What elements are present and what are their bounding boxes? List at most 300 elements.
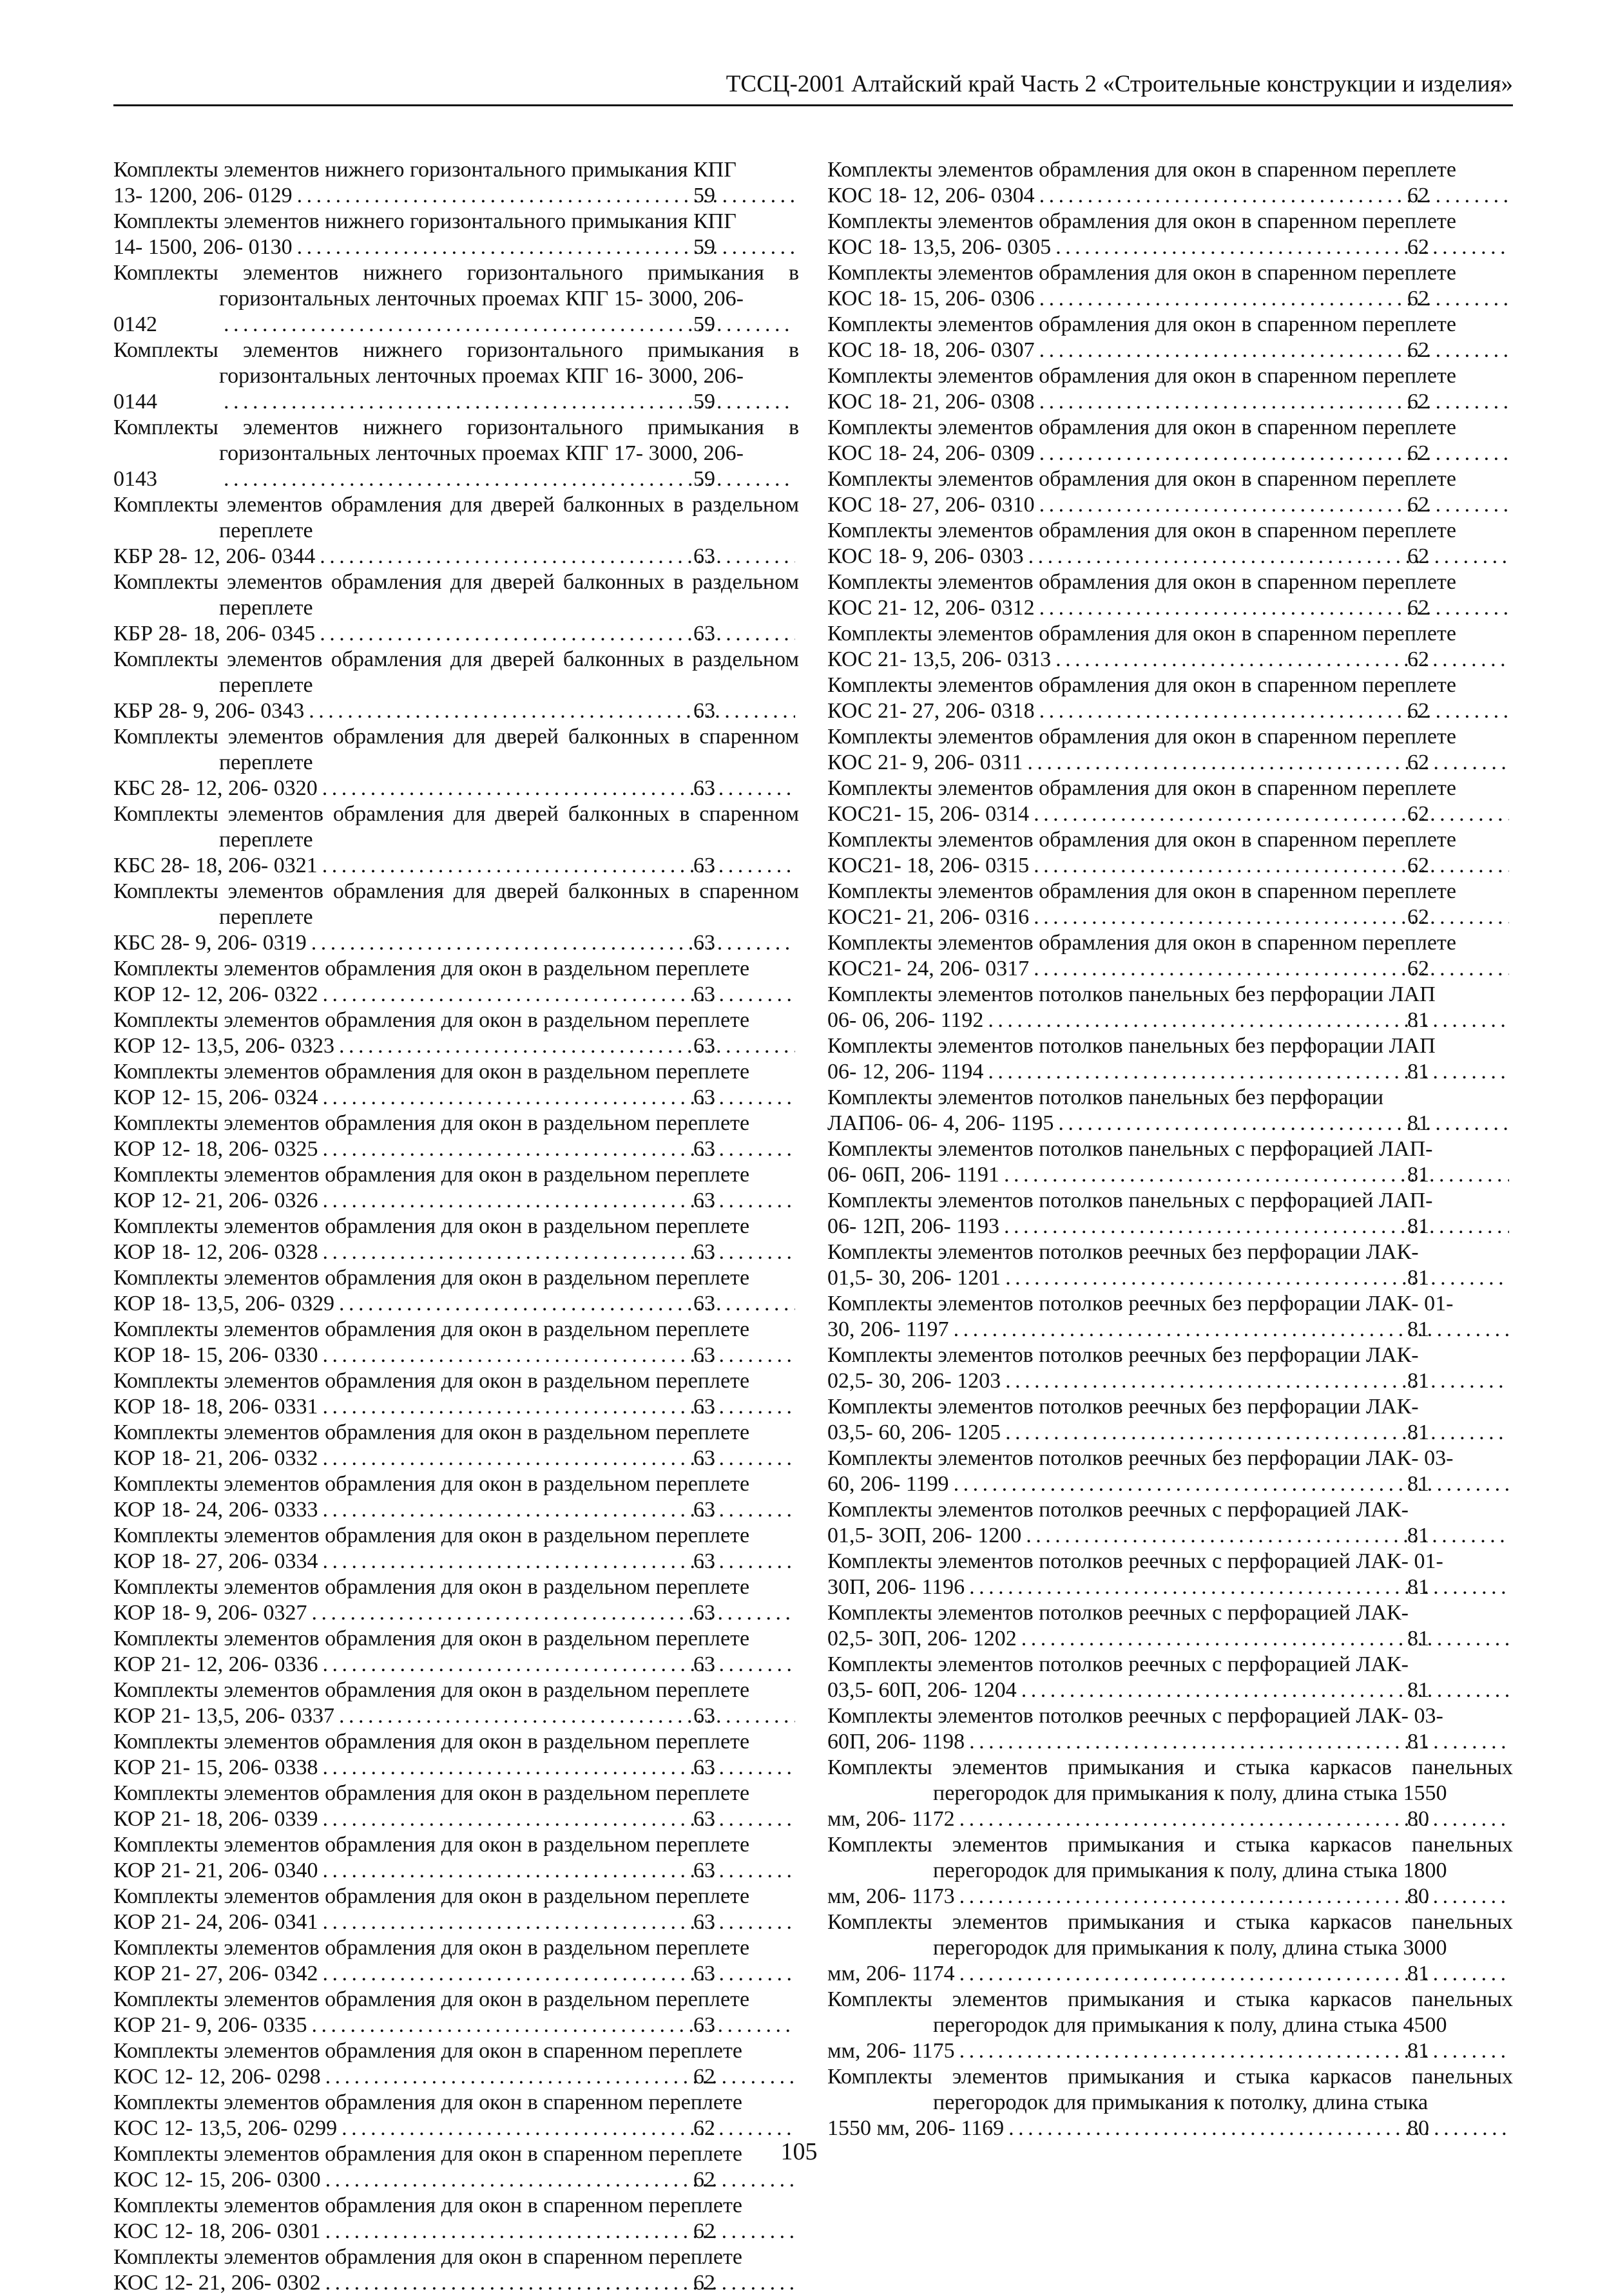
index-entry: [827, 209, 1513, 260]
index-entry-code: КОР 21- 18, 206- 0339: [113, 1807, 318, 1831]
index-entry-line: 02,5- 30П, 206- 1202 . . . 81: [933, 1626, 1513, 1652]
index-entry: [827, 518, 1513, 569]
index-entry-line: КОС 18- 9, 206- 0303 . . . 62: [933, 544, 1513, 569]
index-entry: [113, 956, 799, 1008]
index-entry: [827, 1085, 1513, 1136]
index-entry-line: 03,5- 60, 206- 1205 . . . 81: [933, 1420, 1513, 1446]
dot-leader: [311, 2013, 795, 2038]
dot-leader: [987, 1008, 1509, 1033]
index-entry-code: 06- 06, 206- 1192: [827, 1008, 984, 1032]
index-entry: [827, 363, 1513, 415]
index-entry-text: Комплекты элементов обрамления для окон в раздельном переплете: [113, 1833, 750, 1857]
dot-leader: [322, 1652, 795, 1678]
index-entry-code: КОР 12- 21, 206- 0326: [113, 1189, 318, 1212]
index-entry-text: Комплекты элементов обрамления для окон в спаренном переплете: [113, 2090, 742, 2114]
index-entry-text: Комплекты элементов обрамления для окон в спаренном переплете: [113, 2039, 742, 2063]
index-entry-code: ЛАП06- 06- 4, 206- 1195: [827, 1111, 1054, 1135]
index-entry-text: Комплекты элементов обрамления для окон в раздельном переплете: [113, 1987, 750, 2011]
index-entry-line: КБР 28- 9, 206- 0343 . . . 63: [219, 698, 799, 724]
index-entry-code: КОР 12- 18, 206- 0325: [113, 1137, 318, 1161]
index-entry-line: КОС 12- 21, 206- 0302 . . . 62: [219, 2270, 799, 2296]
index-column-left: [113, 157, 799, 2296]
index-entry-text: Комплекты элементов обрамления для дверей балконных в раздельном переплете: [113, 570, 799, 620]
index-entry: [113, 1265, 799, 1317]
index-entry-text: Комплекты элементов потолков панельных без перфорации ЛАП: [827, 1034, 1436, 1058]
dot-leader: [325, 2167, 795, 2193]
index-entry-text: Комплекты элементов потолков реечных с перфорацией ЛАК-: [827, 1652, 1409, 1676]
index-entry: [113, 1832, 799, 1884]
index-entry-line: мм, 206- 1174 . . . 81: [933, 1961, 1513, 1987]
index-entry: [827, 930, 1513, 982]
dot-leader: [1026, 750, 1509, 776]
index-entry-line: КОС21- 18, 206- 0315 . . . 62: [933, 853, 1513, 879]
index-entry: [113, 209, 799, 260]
dot-leader: [338, 1291, 795, 1317]
index-entry: [827, 466, 1513, 518]
index-entry-line: КОР 21- 21, 206- 0340 . . . 63: [219, 1858, 799, 1884]
index-entry-text: Комплекты элементов примыкания и стыка каркасов панельных перегородок для примыкания к полу, длина стыка 3000: [827, 1910, 1513, 1960]
index-entry-line: КОР 12- 15, 206- 0324 . . . 63: [219, 1085, 799, 1111]
index-entry-code: 01,5- 30, 206- 1201: [827, 1266, 1001, 1290]
index-entry-text: Комплекты элементов обрамления для дверей балконных в спаренном переплете: [113, 725, 799, 774]
dot-leader: [1033, 904, 1509, 930]
index-entry-line: 30, 206- 1197 . . . 81: [933, 1317, 1513, 1343]
index-entry: [113, 157, 799, 209]
index-entry-line: КОР 18- 27, 206- 0334 . . . 63: [219, 1549, 799, 1574]
index-entry-text: Комплекты элементов обрамления для окон в спаренном переплете: [113, 2142, 742, 2166]
index-entry: [827, 1755, 1513, 1832]
index-entry-code: 30, 206- 1197: [827, 1317, 949, 1341]
dot-leader: [319, 621, 795, 647]
index-entry-text: Комплекты элементов обрамления для окон в раздельном переплете: [113, 1884, 750, 1908]
index-entry-text: Комплекты элементов обрамления для окон в раздельном переплете: [113, 1317, 750, 1341]
index-entry-text: Комплекты элементов обрамления для окон в спаренном переплете: [827, 570, 1456, 594]
dot-leader: [322, 853, 795, 879]
index-entry: [113, 801, 799, 879]
index-entry: [827, 879, 1513, 930]
index-entry-line: КБС 28- 12, 206- 0320 . . . 63: [219, 776, 799, 801]
index-entry-code: КОС 18- 21, 206- 0308: [827, 390, 1035, 414]
index-entry-line: КБС 28- 9, 206- 0319 . . . 63: [219, 930, 799, 956]
index-entry-code: КБР 28- 12, 206- 0344: [113, 544, 316, 568]
index-entry-text: Комплекты элементов обрамления для окон в раздельном переплете: [113, 1214, 750, 1238]
index-entry-line: ЛАП06- 06- 4, 206- 1195 . . . 81: [933, 1111, 1513, 1136]
header-title: ТССЦ-2001 Алтайский край Часть 2 «Строительные конструкции и изделия»: [726, 71, 1513, 97]
index-entry-code: КОР 21- 13,5, 206- 0337: [113, 1704, 334, 1728]
index-entry-line: КОР 21- 15, 206- 0338 . . . 63: [219, 1755, 799, 1781]
index-entry-line: КОР 12- 12, 206- 0322 . . . 63: [219, 982, 799, 1008]
dot-leader: [319, 544, 795, 569]
index-entry-code: КОР 12- 12, 206- 0322: [113, 982, 318, 1006]
index-entry-line: 02,5- 30, 206- 1203 . . . 81: [933, 1368, 1513, 1394]
index-entry-text: Комплекты элементов обрамления для окон в раздельном переплете: [113, 1524, 750, 1547]
dot-leader: [1039, 441, 1509, 466]
index-entry-text: Комплекты элементов нижнего горизонтального примыкания в горизонтальных ленточных проемах КПГ 17- 3000, 206-: [113, 416, 799, 465]
index-entry-text: Комплекты элементов обрамления для окон в раздельном переплете: [113, 1369, 750, 1393]
index-entry-code: КОС 12- 18, 206- 0301: [113, 2219, 321, 2243]
index-entry-code: 06- 12П, 206- 1193: [827, 1214, 999, 1238]
index-entry-text: Комплекты элементов обрамления для окон в спаренном переплете: [827, 725, 1456, 749]
index-entry-text: Комплекты элементов обрамления для окон в раздельном переплете: [113, 1781, 750, 1805]
dot-leader: [338, 1033, 795, 1059]
index-entry-line: КОС 12- 18, 206- 0301 . . . 62: [219, 2219, 799, 2244]
index-entry: [113, 1626, 799, 1678]
index-entry: [827, 1446, 1513, 1497]
index-entry-code: КОС 21- 12, 206- 0312: [827, 596, 1035, 620]
index-entry-code: КОР 21- 21, 206- 0340: [113, 1859, 318, 1882]
index-entry: [827, 673, 1513, 724]
index-entry-code: КОР 18- 13,5, 206- 0329: [113, 1292, 334, 1315]
index-entry-code: КБР 28- 9, 206- 0343: [113, 699, 305, 723]
index-entry-line: КОС 21- 27, 206- 0318 . . . 62: [933, 698, 1513, 724]
index-entry-code: мм, 206- 1172: [827, 1807, 955, 1831]
index-entry-line: КОР 21- 9, 206- 0335 . . . 63: [219, 2013, 799, 2038]
index-entry: [827, 1394, 1513, 1446]
index-entry: [113, 1523, 799, 1574]
index-entry-code: КБС 28- 12, 206- 0320: [113, 776, 318, 800]
index-entry-text: Комплекты элементов нижнего горизонтального примыкания в горизонтальных ленточных проемах КПГ 15- 3000, 206-: [113, 261, 799, 311]
index-entry-text: Комплекты элементов нижнего горизонтального примыкания КПГ: [113, 209, 736, 233]
index-entry-text: Комплекты элементов обрамления для окон в спаренном переплете: [827, 776, 1456, 800]
index-entry-text: Комплекты элементов обрамления для окон в спаренном переплете: [113, 2194, 742, 2217]
index-entry-line: КОС 18- 18, 206- 0307 . . . 62: [933, 338, 1513, 363]
index-entry-text: Комплекты элементов примыкания и стыка каркасов панельных перегородок для примыкания к потолку, длина стыка: [827, 2065, 1513, 2114]
dot-leader: [322, 1755, 795, 1781]
index-entry-code: КОС 18- 27, 206- 0310: [827, 493, 1035, 517]
index-entry-text: Комплекты элементов нижнего горизонтального примыкания КПГ: [113, 158, 736, 182]
index-entry-code: КОС 12- 21, 206- 0302: [113, 2271, 321, 2295]
index-entry-code: КБС 28- 9, 206- 0319: [113, 931, 307, 955]
index-entry-code: КОС 21- 27, 206- 0318: [827, 699, 1035, 723]
index-entry-code: 60П, 206- 1198: [827, 1730, 965, 1754]
index-entry: [113, 1935, 799, 1987]
index-entry-text: Комплекты элементов потолков реечных с перфорацией ЛАК- 01-: [827, 1549, 1443, 1573]
dot-leader: [1005, 1265, 1509, 1291]
dot-leader: [322, 1343, 795, 1368]
index-entry-line: КОС 18- 21, 206- 0308 . . . 62: [933, 389, 1513, 415]
index-entry-text: Комплекты элементов обрамления для окон в спаренном переплете: [827, 209, 1456, 233]
dot-leader: [311, 1600, 795, 1626]
index-entry-code: 03,5- 60П, 206- 1204: [827, 1678, 1017, 1702]
index-entry-code: КОС 12- 13,5, 206- 0299: [113, 2116, 338, 2140]
index-entry-line: КОС 18- 12, 206- 0304 . . . 62: [933, 183, 1513, 209]
index-entry: [113, 2038, 799, 2090]
index-entry-code: КОР 12- 15, 206- 0324: [113, 1086, 318, 1109]
index-entry-code: КОР 21- 27, 206- 0342: [113, 1962, 318, 1985]
dot-leader: [322, 1394, 795, 1420]
index-entry-code: мм, 206- 1173: [827, 1884, 955, 1908]
index-entry-text: Комплекты элементов обрамления для дверей балконных в раздельном переплете: [113, 647, 799, 697]
index-entry-code: КОР 18- 24, 206- 0333: [113, 1498, 318, 1522]
dot-leader: [1039, 595, 1509, 621]
index-entry-code: КОР 21- 24, 206- 0341: [113, 1910, 318, 1934]
index-entry-code: мм, 206- 1175: [827, 2039, 955, 2063]
index-entry-line: КОС21- 15, 206- 0314 . . . 62: [933, 801, 1513, 827]
index-entry: [113, 1678, 799, 1729]
index-entry-line: 0144 . . . 59: [219, 389, 799, 415]
index-entry-line: КОС 21- 13,5, 206- 0313 . . . 62: [933, 647, 1513, 673]
index-entry-text: Комплекты элементов обрамления для окон в спаренном переплете: [827, 158, 1456, 182]
index-entry: [113, 338, 799, 415]
index-entry: [827, 415, 1513, 466]
index-entry: [827, 1600, 1513, 1652]
index-entry-text: Комплекты элементов обрамления для окон в раздельном переплете: [113, 1627, 750, 1650]
dot-leader: [1057, 1111, 1509, 1136]
index-entry: [827, 1136, 1513, 1188]
index-entry-code: КОС21- 18, 206- 0315: [827, 854, 1030, 877]
index-entry: [113, 1111, 799, 1162]
index-entry-text: Комплекты элементов потолков реечных без перфорации ЛАК-: [827, 1395, 1419, 1419]
index-entry-line: КОР 21- 18, 206- 0339 . . . 63: [219, 1806, 799, 1832]
index-entry: [113, 1368, 799, 1420]
dot-leader: [1039, 698, 1509, 724]
index-entry-text: Комплекты элементов потолков панельных с перфорацией ЛАП-: [827, 1189, 1433, 1212]
index-entry-text: Комплекты элементов потолков реечных без перфорации ЛАК- 03-: [827, 1446, 1454, 1470]
dot-leader: [296, 234, 795, 260]
index-entry: [113, 492, 799, 569]
dot-leader: [1033, 956, 1509, 982]
index-entry: [113, 1059, 799, 1111]
index-entry-code: КОС21- 15, 206- 0314: [827, 802, 1030, 826]
index-entry-code: КОС 18- 13,5, 206- 0305: [827, 235, 1052, 259]
index-entry: [827, 1497, 1513, 1549]
index-entry: [113, 2193, 799, 2244]
dot-leader: [1005, 1368, 1509, 1394]
index-entry: [827, 982, 1513, 1033]
index-entry: [827, 1909, 1513, 1987]
index-entry-text: Комплекты элементов обрамления для окон в раздельном переплете: [113, 1421, 750, 1444]
index-entry-line: КОС 12- 15, 206- 0300 . . . 62: [219, 2167, 799, 2193]
index-entry-code: 14- 1500, 206- 0130: [113, 235, 293, 259]
dot-leader: [1039, 286, 1509, 312]
dot-leader: [1028, 544, 1509, 569]
index-entry-text: Комплекты элементов обрамления для окон в раздельном переплете: [113, 1266, 750, 1290]
index-entry-line: 30П, 206- 1196 . . . 81: [933, 1574, 1513, 1600]
index-entry-code: КОС21- 24, 206- 0317: [827, 957, 1030, 981]
index-entry-line: КОР 21- 13,5, 206- 0337 . . . 63: [219, 1703, 799, 1729]
index-entry-line: мм, 206- 1173 . . . 80: [933, 1884, 1513, 1909]
index-entry-text: Комплекты элементов обрамления для окон в раздельном переплете: [113, 1060, 750, 1084]
index-entry-text: Комплекты элементов обрамления для окон в раздельном переплете: [113, 1472, 750, 1496]
index-entry: [827, 569, 1513, 621]
index-entry: [827, 1033, 1513, 1085]
index-entry: [827, 1291, 1513, 1343]
index-entry-text: Комплекты элементов потолков реечных с перфорацией ЛАК- 03-: [827, 1704, 1443, 1728]
index-entry-line: КОС 18- 13,5, 206- 0305 . . . 62: [933, 234, 1513, 260]
index-entry-text: Комплекты элементов обрамления для окон в спаренном переплете: [827, 364, 1456, 388]
dot-leader: [322, 1961, 795, 1987]
index-entry-code: КОС 18- 9, 206- 0303: [827, 544, 1024, 568]
index-entry: [827, 1239, 1513, 1291]
index-entry-text: Комплекты элементов обрамления для окон в раздельном переплете: [113, 1575, 750, 1599]
dot-leader: [322, 1188, 795, 1214]
index-entry-text: Комплекты элементов обрамления для окон в спаренном переплете: [827, 467, 1456, 491]
index-entry: [827, 1987, 1513, 2064]
dot-leader: [987, 1059, 1509, 1085]
index-entry-code: мм, 206- 1174: [827, 1962, 955, 1985]
dot-leader: [1039, 389, 1509, 415]
index-entry-line: КБР 28- 18, 206- 0345 . . . 63: [219, 621, 799, 647]
index-entry-line: КБС 28- 18, 206- 0321 . . . 63: [219, 853, 799, 879]
dot-leader: [325, 2064, 795, 2090]
index-entry-code: 02,5- 30П, 206- 1202: [827, 1627, 1017, 1650]
index-entry-line: КОС 18- 15, 206- 0306 . . . 62: [933, 286, 1513, 312]
index-entry-line: 1550 мм, 206- 1169 . . . 80: [933, 2116, 1513, 2141]
index-entry-text: Комплекты элементов обрамления для окон в спаренном переплете: [827, 312, 1456, 336]
index-entry-text: Комплекты элементов потолков панельных без перфорации ЛАП: [827, 982, 1436, 1006]
index-entry-code: КОР 21- 15, 206- 0338: [113, 1755, 318, 1779]
index-entry-code: КОР 12- 13,5, 206- 0323: [113, 1034, 334, 1058]
index-entry-code: КОР 18- 15, 206- 0330: [113, 1343, 318, 1367]
dot-leader: [322, 1085, 795, 1111]
index-entry: [113, 1781, 799, 1832]
index-entry-text: Комплекты элементов потолков реечных с перфорацией ЛАК-: [827, 1601, 1409, 1625]
index-entry: [113, 1884, 799, 1935]
index-entry: [113, 724, 799, 801]
index-entry-line: КОР 12- 21, 206- 0326 . . . 63: [219, 1188, 799, 1214]
index-entry: [113, 647, 799, 724]
index-entry-code: КОС21- 21, 206- 0316: [827, 905, 1030, 929]
index-entry-text: Комплекты элементов обрамления для окон в спаренном переплете: [113, 2245, 742, 2269]
index-entry-line: 06- 06, 206- 1192 . . . 81: [933, 1008, 1513, 1033]
index-entry: [113, 1987, 799, 2038]
index-entry-line: 03,5- 60П, 206- 1204 . . . 81: [933, 1678, 1513, 1703]
index-entry-line: КОР 18- 18, 206- 0331 . . . 63: [219, 1394, 799, 1420]
index-entry-line: 01,5- 3ОП, 206- 1200 . . . 81: [933, 1523, 1513, 1549]
index-entry: [827, 1703, 1513, 1755]
index-entry: [113, 1729, 799, 1781]
index-entry-code: КОР 18- 9, 206- 0327: [113, 1601, 307, 1625]
index-entry-code: КОР 18- 18, 206- 0331: [113, 1395, 318, 1419]
dot-leader: [1039, 183, 1509, 209]
index-entry-code: КОС 18- 24, 206- 0309: [827, 441, 1035, 465]
dot-leader: [322, 1446, 795, 1471]
index-entry-code: КОС 18- 12, 206- 0304: [827, 184, 1035, 207]
index-entry-text: Комплекты элементов потолков реечных с перфорацией ЛАК-: [827, 1498, 1409, 1522]
dot-leader: [338, 1703, 795, 1729]
index-entry-line: КОР 18- 15, 206- 0330 . . . 63: [219, 1343, 799, 1368]
index-entry: [113, 1214, 799, 1265]
dot-leader: [322, 1497, 795, 1523]
dot-leader: [1021, 1626, 1509, 1652]
index-entry-code: 03,5- 60, 206- 1205: [827, 1421, 1001, 1444]
index-entry: [827, 776, 1513, 827]
index-entry: [827, 827, 1513, 879]
index-entry-line: КОС21- 24, 206- 0317 . . . 62: [933, 956, 1513, 982]
index-entry-text: Комплекты элементов потолков реечных без перфорации ЛАК-: [827, 1343, 1419, 1367]
index-entry-line: КОР 18- 13,5, 206- 0329 . . . 63: [219, 1291, 799, 1317]
dot-leader: [1033, 801, 1509, 827]
page-header: [113, 70, 1513, 106]
index-entry: [113, 879, 799, 956]
index-entry-line: КОР 18- 9, 206- 0327 . . . 63: [219, 1600, 799, 1626]
index-entry-code: 02,5- 30, 206- 1203: [827, 1369, 1001, 1393]
index-entry-text: Комплекты элементов потолков реечных без перфорации ЛАК- 01-: [827, 1292, 1454, 1315]
index-entry-code: 30П, 206- 1196: [827, 1575, 965, 1599]
index-entry-line: 01,5- 30, 206- 1201 . . . 81: [933, 1265, 1513, 1291]
index-entry-text: Комплекты элементов обрамления для окон в спаренном переплете: [827, 931, 1456, 955]
index-entry-line: 13- 1200, 206- 0129 . . . 59: [219, 183, 799, 209]
dot-leader: [296, 183, 795, 209]
dot-leader: [322, 1549, 795, 1574]
index-entry-code: КОС 18- 15, 206- 0306: [827, 287, 1035, 311]
page-number: 105: [780, 2138, 818, 2165]
index-entry-line: КОР 18- 12, 206- 0328 . . . 63: [219, 1239, 799, 1265]
index-entry-code: КОР 21- 9, 206- 0335: [113, 2013, 307, 2037]
index-entry-line: КОР 21- 24, 206- 0341 . . . 63: [219, 1909, 799, 1935]
index-entry-text: Комплекты элементов потолков реечных без перфорации ЛАК-: [827, 1240, 1419, 1264]
index-entry: [113, 1420, 799, 1471]
index-entry-line: 0143 . . . 59: [219, 466, 799, 492]
dot-leader: [1039, 492, 1509, 518]
index-entry-line: КОС 12- 13,5, 206- 0299 . . . 62: [219, 2116, 799, 2141]
dot-leader: [1005, 1420, 1509, 1446]
index-entry-line: КОР 21- 27, 206- 0342 . . . 63: [219, 1961, 799, 1987]
index-entry-line: КОС 18- 24, 206- 0309 . . . 62: [933, 441, 1513, 466]
dot-leader: [1003, 1162, 1509, 1188]
index-entry: [827, 1652, 1513, 1703]
index-entry-code: КОС 18- 18, 206- 0307: [827, 338, 1035, 362]
index-entry-line: 14- 1500, 206- 0130 . . . 59: [219, 234, 799, 260]
index-entry-text: Комплекты элементов обрамления для окон в раздельном переплете: [113, 1936, 750, 1960]
index-entry-text: Комплекты элементов обрамления для окон в спаренном переплете: [827, 673, 1456, 697]
index-entry-code: КОС 12- 12, 206- 0298: [113, 2065, 321, 2089]
index-entry-text: Комплекты элементов обрамления для окон в раздельном переплете: [113, 1008, 750, 1032]
dot-leader: [1033, 853, 1509, 879]
index-entry-text: Комплекты элементов обрамления для окон в спаренном переплете: [827, 261, 1456, 285]
index-entry-text: Комплекты элементов обрамления для окон в спаренном переплете: [827, 879, 1456, 903]
index-entry-code: 01,5- 3ОП, 206- 1200: [827, 1524, 1022, 1547]
index-entry-code: 60, 206- 1199: [827, 1472, 949, 1496]
index-entry-text: Комплекты элементов обрамления для дверей балконных в спаренном переплете: [113, 802, 799, 852]
index-entry-code: КОР 21- 12, 206- 0336: [113, 1652, 318, 1676]
dot-leader: [322, 1239, 795, 1265]
index-entry: [827, 621, 1513, 673]
dot-leader: [322, 982, 795, 1008]
index-entry-text: Комплекты элементов примыкания и стыка каркасов панельных перегородок для примыкания к полу, длина стыка 1800: [827, 1833, 1513, 1882]
index-entry-code: КОС 21- 13,5, 206- 0313: [827, 647, 1052, 671]
dot-leader: [322, 1858, 795, 1884]
dot-leader: [1003, 1214, 1509, 1239]
index-entry-text: Комплекты элементов потолков панельных без перфорации: [827, 1086, 1384, 1109]
index-entry: [827, 157, 1513, 209]
dot-leader: [308, 698, 795, 724]
index-entry-line: 60П, 206- 1198 . . . 81: [933, 1729, 1513, 1755]
index-entry: [827, 1549, 1513, 1600]
index-entry: [827, 2064, 1513, 2141]
index-entry-line: мм, 206- 1172 . . . 80: [933, 1806, 1513, 1832]
index-entry: [113, 1574, 799, 1626]
index-entry-code: КОС 12- 15, 206- 0300: [113, 2168, 321, 2192]
index-entry: [827, 1188, 1513, 1239]
index-entry-text: Комплекты элементов обрамления для окон в раздельном переплете: [113, 1730, 750, 1754]
index-entry-code: 06- 12, 206- 1194: [827, 1060, 984, 1084]
index-entry-line: КОР 21- 12, 206- 0336 . . . 63: [219, 1652, 799, 1678]
index-entry-text: Комплекты элементов обрамления для окон в раздельном переплете: [113, 1678, 750, 1702]
index-entry-line: КОР 18- 21, 206- 0332 . . . 63: [219, 1446, 799, 1471]
index-entry: [827, 1343, 1513, 1394]
index-entry: [113, 2244, 799, 2296]
index-entry-code: 06- 06П, 206- 1191: [827, 1163, 999, 1187]
index-entry-text: Комплекты элементов обрамления для окон в раздельном переплете: [113, 1163, 750, 1187]
dot-leader: [322, 1136, 795, 1162]
index-entry: [827, 260, 1513, 312]
index-entry-line: КОС 21- 12, 206- 0312 . . . 62: [933, 595, 1513, 621]
index-entry-line: 0142 . . . 59: [219, 312, 799, 338]
index-entry: [113, 415, 799, 492]
index-entry-text: Комплекты элементов обрамления для окон в спаренном переплете: [827, 519, 1456, 542]
index-entry-text: Комплекты элементов обрамления для дверей балконных в раздельном переплете: [113, 493, 799, 542]
